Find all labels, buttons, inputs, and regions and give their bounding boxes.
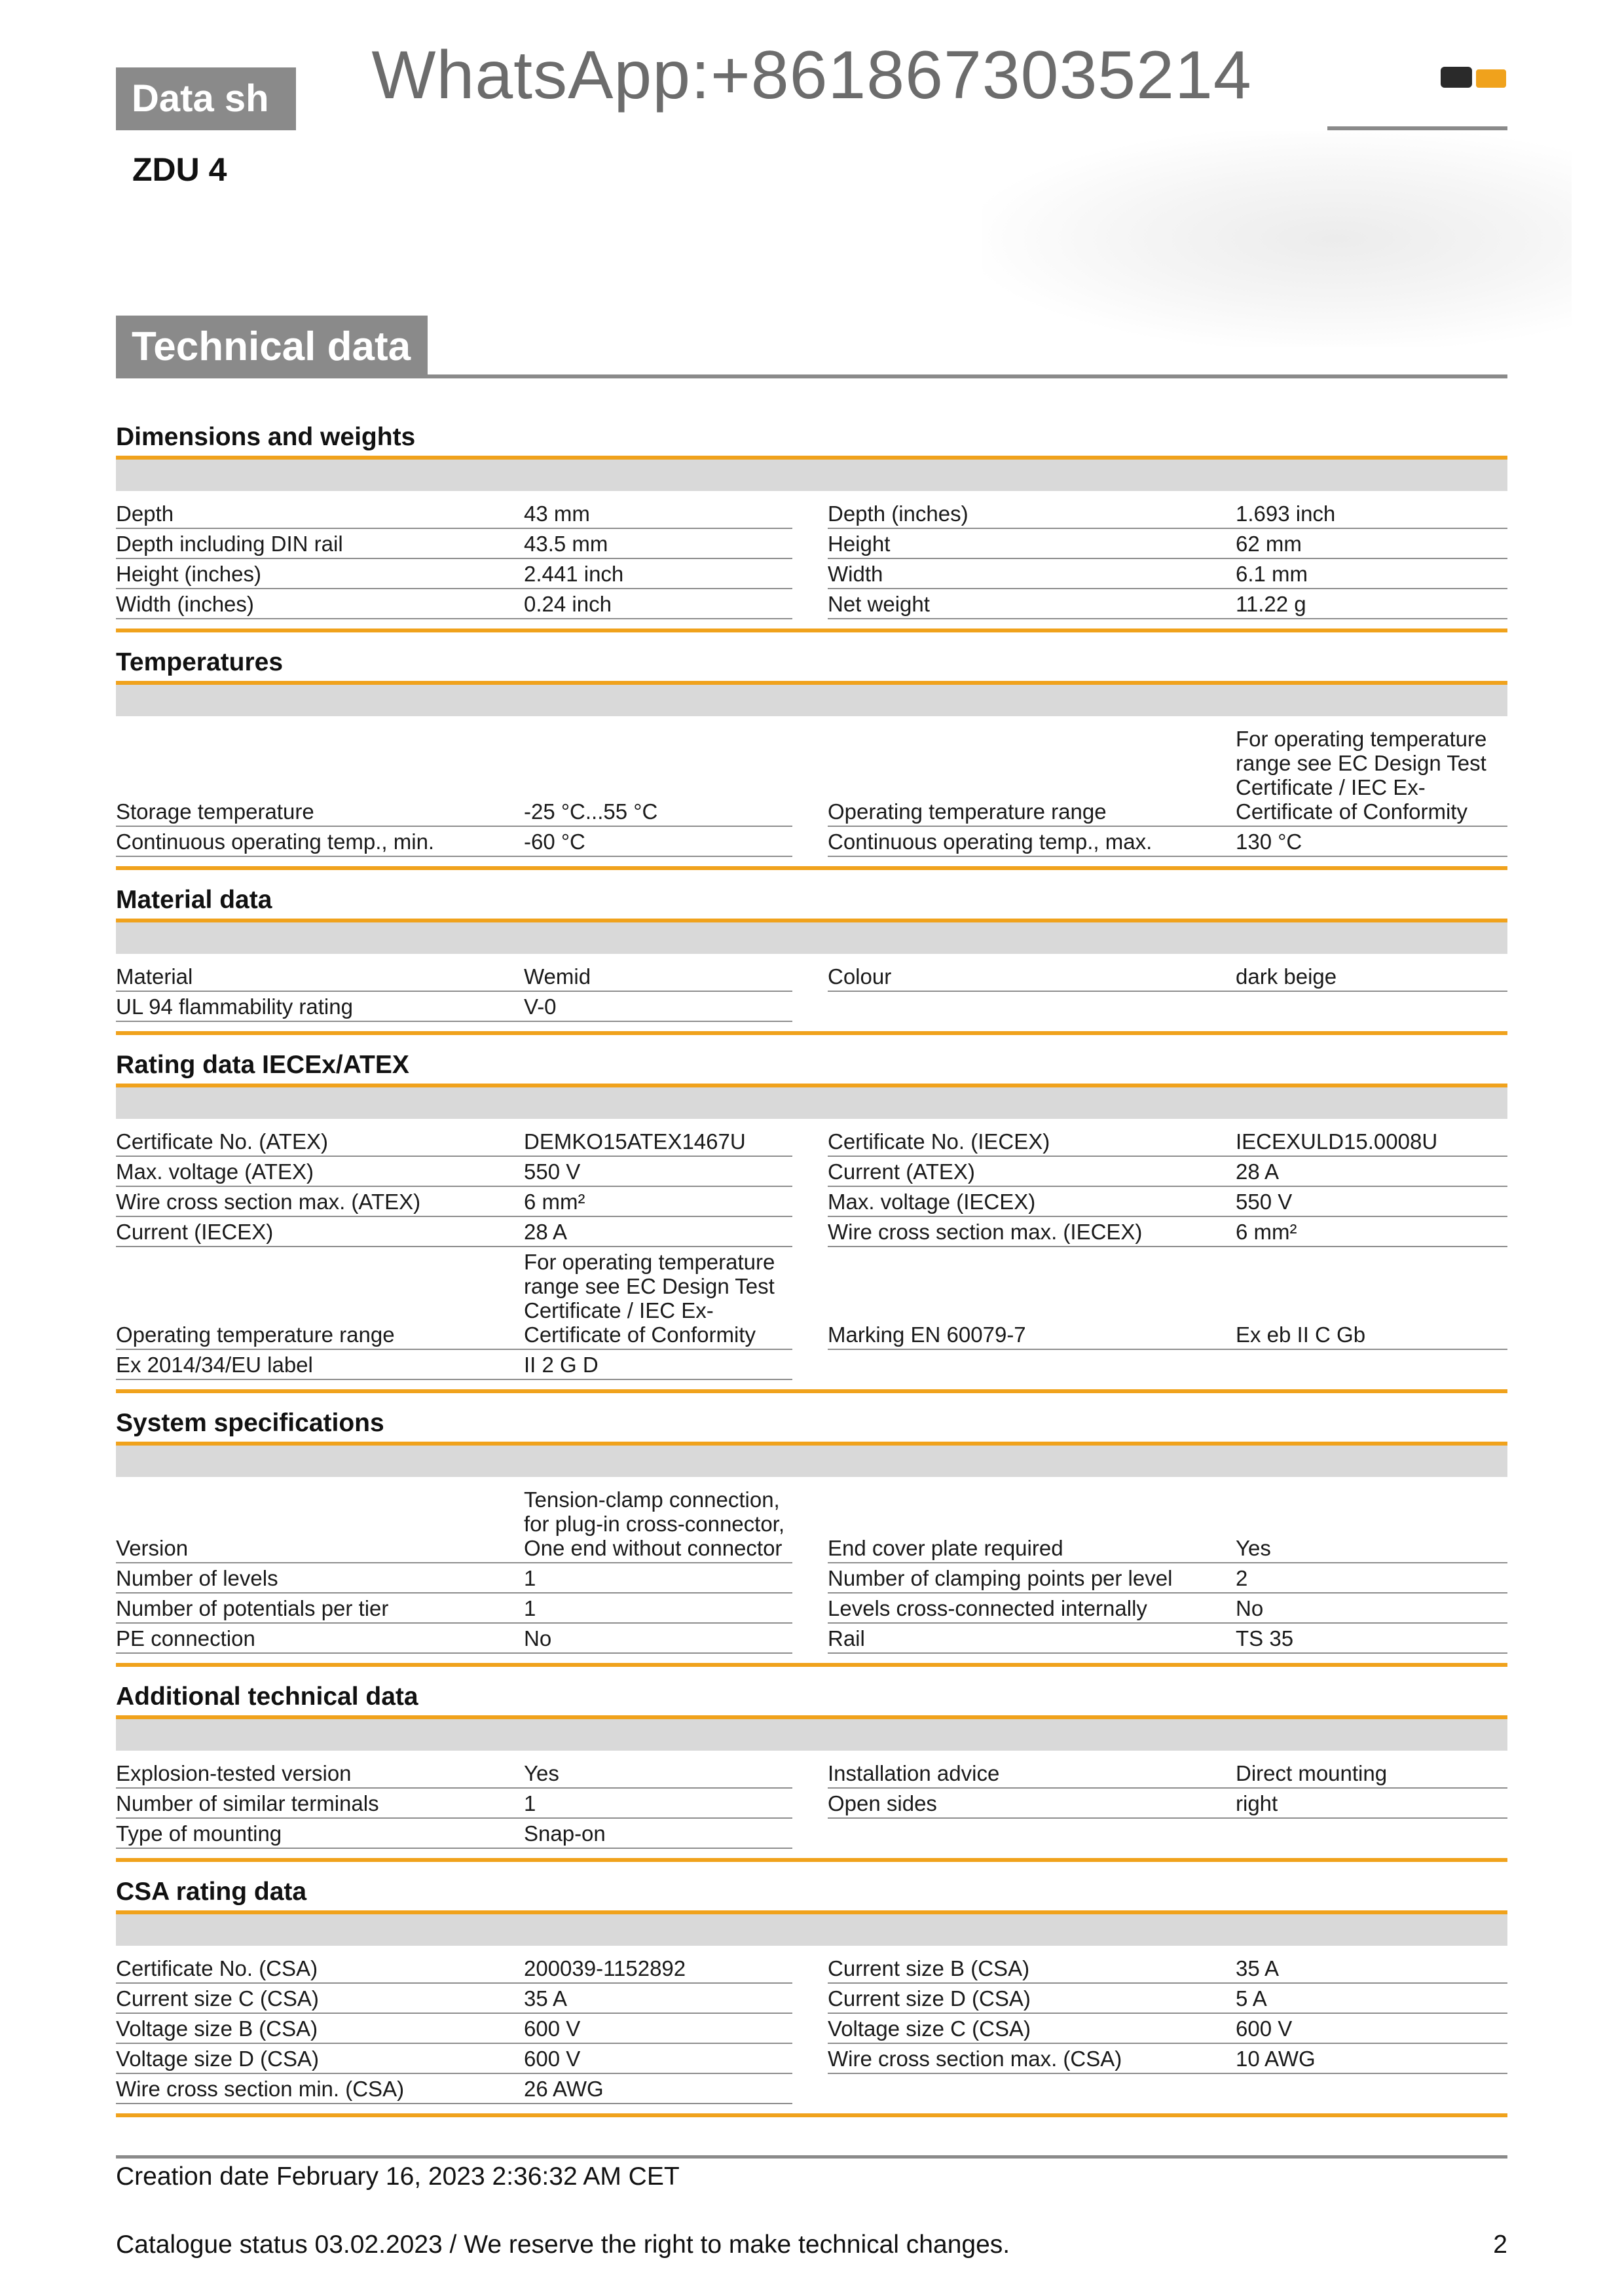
column-gap <box>792 1485 828 1563</box>
group-end-rule <box>116 1663 1507 1667</box>
row-label: Number of clamping points per level <box>828 1563 1236 1594</box>
column-gap <box>792 1758 828 1789</box>
row-value: right <box>1236 1789 1507 1819</box>
section-title: Technical data <box>116 316 428 378</box>
row-value: 2.441 inch <box>524 559 792 589</box>
table-row <box>116 1758 1507 1789</box>
table-row <box>116 962 1507 992</box>
row-label: Height (inches) <box>116 559 524 589</box>
row-value: Direct mounting <box>1236 1758 1507 1789</box>
row-label: Net weight <box>828 589 1236 619</box>
row-value: 6 mm² <box>524 1187 792 1217</box>
group-grey-band <box>116 1914 1507 1946</box>
row-value: DEMKO15ATEX1467U <box>524 1127 792 1157</box>
table-row <box>116 559 1507 589</box>
row-label: Open sides <box>828 1789 1236 1819</box>
row-label: End cover plate required <box>828 1485 1236 1563</box>
row-label <box>828 1819 1236 1849</box>
row-value: 1 <box>524 1563 792 1594</box>
row-label: Current size C (CSA) <box>116 1984 524 2014</box>
table-row <box>116 827 1507 857</box>
row-label <box>828 2074 1236 2104</box>
table-row <box>116 724 1507 827</box>
column-gap <box>792 1594 828 1624</box>
column-gap <box>792 1563 828 1594</box>
table-row <box>116 1563 1507 1594</box>
data-group <box>116 1679 1507 1862</box>
row-value: 10 AWG <box>1236 2044 1507 2074</box>
group-end-rule <box>116 629 1507 632</box>
row-label: Marking EN 60079-7 <box>828 1247 1236 1350</box>
row-label: Max. voltage (IECEX) <box>828 1187 1236 1217</box>
row-label: PE connection <box>116 1624 524 1654</box>
row-label <box>828 992 1236 1022</box>
row-value: 600 V <box>1236 2014 1507 2044</box>
row-label: Width <box>828 559 1236 589</box>
row-label: Voltage size B (CSA) <box>116 2014 524 2044</box>
column-gap <box>792 992 828 1022</box>
table-row <box>116 499 1507 529</box>
group-title: Dimensions and weights <box>116 423 416 451</box>
table-row <box>116 1485 1507 1563</box>
row-value: 200039-1152892 <box>524 1954 792 1984</box>
group-title: CSA rating data <box>116 1878 307 1906</box>
data-group <box>116 644 1507 870</box>
group-end-rule <box>116 1858 1507 1862</box>
row-label: Wire cross section max. (ATEX) <box>116 1187 524 1217</box>
group-grey-band <box>116 1087 1507 1119</box>
table-row <box>116 1217 1507 1247</box>
column-gap <box>792 827 828 857</box>
group-grey-band <box>116 685 1507 716</box>
row-label: Voltage size C (CSA) <box>828 2014 1236 2044</box>
group-grey-band <box>116 460 1507 491</box>
row-value <box>1236 2074 1507 2104</box>
table-row <box>116 1350 1507 1380</box>
table-row <box>116 1127 1507 1157</box>
data-group <box>116 1047 1507 1393</box>
row-value: 6 mm² <box>1236 1217 1507 1247</box>
column-gap <box>792 1247 828 1350</box>
row-label: Type of mounting <box>116 1819 524 1849</box>
technical-data-content <box>116 419 1507 2129</box>
row-label: Wire cross section min. (CSA) <box>116 2074 524 2104</box>
table-row <box>116 1789 1507 1819</box>
row-value: For operating temperature range see EC Design Test Certificate / IEC Ex-Certificate of Conformity <box>524 1247 792 1350</box>
table-row <box>116 1954 1507 1984</box>
row-label: UL 94 flammability rating <box>116 992 524 1022</box>
row-value: 35 A <box>524 1984 792 2014</box>
logo-amber-block <box>1476 69 1506 88</box>
column-gap <box>792 529 828 559</box>
row-value: 600 V <box>524 2014 792 2044</box>
group-title: Rating data IECEx/ATEX <box>116 1051 409 1079</box>
row-value: -25 °C...55 °C <box>524 724 792 827</box>
row-label: Certificate No. (IECEX) <box>828 1127 1236 1157</box>
row-value: 43.5 mm <box>524 529 792 559</box>
row-value: 2 <box>1236 1563 1507 1594</box>
table-row <box>116 2074 1507 2104</box>
row-label: Continuous operating temp., max. <box>828 827 1236 857</box>
column-gap <box>792 2074 828 2104</box>
row-label: Explosion-tested version <box>116 1758 524 1789</box>
row-label: Width (inches) <box>116 589 524 619</box>
row-value: 1 <box>524 1789 792 1819</box>
row-label: Colour <box>828 962 1236 992</box>
table-row <box>116 1984 1507 2014</box>
data-group <box>116 419 1507 632</box>
group-end-rule <box>116 1389 1507 1393</box>
column-gap <box>792 1217 828 1247</box>
creation-date: Creation date February 16, 2023 2:36:32 AM CET <box>116 2162 680 2191</box>
row-value: Yes <box>1236 1485 1507 1563</box>
row-label: Current (IECEX) <box>116 1217 524 1247</box>
row-value: V-0 <box>524 992 792 1022</box>
row-value: 550 V <box>524 1157 792 1187</box>
column-gap <box>792 1789 828 1819</box>
row-label: Depth (inches) <box>828 499 1236 529</box>
row-value: Yes <box>524 1758 792 1789</box>
column-gap <box>792 1187 828 1217</box>
column-gap <box>792 1157 828 1187</box>
row-label <box>828 1350 1236 1380</box>
row-label: Operating temperature range <box>116 1247 524 1350</box>
group-end-rule <box>116 866 1507 870</box>
product-image-area <box>982 131 1572 347</box>
column-gap <box>792 962 828 992</box>
watermark-contact: WhatsApp:+8618673035214 <box>296 0 1327 151</box>
row-value: 43 mm <box>524 499 792 529</box>
data-group <box>116 882 1507 1035</box>
group-title: Material data <box>116 886 272 914</box>
row-value: 35 A <box>1236 1954 1507 1984</box>
row-label: Certificate No. (ATEX) <box>116 1127 524 1157</box>
row-value <box>1236 992 1507 1022</box>
column-gap <box>792 2014 828 2044</box>
table-row <box>116 1247 1507 1350</box>
page-number: 2 <box>1493 2231 1507 2259</box>
logo-dark-block <box>1441 67 1472 88</box>
row-value: 130 °C <box>1236 827 1507 857</box>
column-gap <box>792 499 828 529</box>
column-gap <box>792 1624 828 1654</box>
row-value: II 2 G D <box>524 1350 792 1380</box>
row-label: Ex 2014/34/EU label <box>116 1350 524 1380</box>
column-gap <box>792 589 828 619</box>
column-gap <box>792 1819 828 1849</box>
row-value: No <box>1236 1594 1507 1624</box>
row-value: 1.693 inch <box>1236 499 1507 529</box>
row-value: 11.22 g <box>1236 589 1507 619</box>
row-label: Version <box>116 1485 524 1563</box>
row-label: Voltage size D (CSA) <box>116 2044 524 2074</box>
row-label: Max. voltage (ATEX) <box>116 1157 524 1187</box>
group-end-rule <box>116 1031 1507 1035</box>
table-row <box>116 1819 1507 1849</box>
row-label: Continuous operating temp., min. <box>116 827 524 857</box>
row-label: Wire cross section max. (CSA) <box>828 2044 1236 2074</box>
section-title-rule <box>116 374 1507 378</box>
brand-logo-icon <box>1441 64 1506 90</box>
column-gap <box>792 724 828 827</box>
row-value <box>1236 1819 1507 1849</box>
row-value: 28 A <box>1236 1157 1507 1187</box>
group-grey-band <box>116 1446 1507 1477</box>
row-value: Wemid <box>524 962 792 992</box>
row-label: Levels cross-connected internally <box>828 1594 1236 1624</box>
footer-rule <box>116 2155 1507 2159</box>
row-label: Number of similar terminals <box>116 1789 524 1819</box>
group-title: System specifications <box>116 1409 384 1437</box>
row-value: 28 A <box>524 1217 792 1247</box>
table-row <box>116 1624 1507 1654</box>
table-row <box>116 1157 1507 1187</box>
row-value: 1 <box>524 1594 792 1624</box>
row-value: IECEXULD15.0008U <box>1236 1127 1507 1157</box>
row-value <box>1236 1350 1507 1380</box>
table-row <box>116 529 1507 559</box>
table-row <box>116 1594 1507 1624</box>
table-row <box>116 2014 1507 2044</box>
row-label: Current size D (CSA) <box>828 1984 1236 2014</box>
catalogue-status: Catalogue status 03.02.2023 / We reserve the right to make technical changes. <box>116 2231 1010 2259</box>
row-value: Snap-on <box>524 1819 792 1849</box>
datasheet-header-label: Data sh <box>116 67 296 130</box>
column-gap <box>792 559 828 589</box>
row-label: Material <box>116 962 524 992</box>
row-value: No <box>524 1624 792 1654</box>
row-label: Certificate No. (CSA) <box>116 1954 524 1984</box>
row-value: TS 35 <box>1236 1624 1507 1654</box>
row-label: Wire cross section max. (IECEX) <box>828 1217 1236 1247</box>
row-label: Depth <box>116 499 524 529</box>
data-group <box>116 1405 1507 1667</box>
column-gap <box>792 2044 828 2074</box>
column-gap <box>792 1984 828 2014</box>
column-gap <box>792 1127 828 1157</box>
group-grey-band <box>116 922 1507 954</box>
table-row <box>116 589 1507 619</box>
row-value: 6.1 mm <box>1236 559 1507 589</box>
row-value: Ex eb II C Gb <box>1236 1247 1507 1350</box>
row-value: 0.24 inch <box>524 589 792 619</box>
row-value: -60 °C <box>524 827 792 857</box>
row-label: Current size B (CSA) <box>828 1954 1236 1984</box>
product-name: ZDU 4 <box>132 151 227 188</box>
group-grey-band <box>116 1719 1507 1751</box>
row-label: Height <box>828 529 1236 559</box>
data-group <box>116 1874 1507 2117</box>
table-row <box>116 992 1507 1022</box>
row-label: Number of levels <box>116 1563 524 1594</box>
group-title: Temperatures <box>116 648 284 676</box>
row-label: Operating temperature range <box>828 724 1236 827</box>
row-value: Tension-clamp connection, for plug-in cross-connector, One end without connector <box>524 1485 792 1563</box>
row-label: Depth including DIN rail <box>116 529 524 559</box>
row-label: Number of potentials per tier <box>116 1594 524 1624</box>
group-end-rule <box>116 2113 1507 2117</box>
row-value: 550 V <box>1236 1187 1507 1217</box>
row-value: 62 mm <box>1236 529 1507 559</box>
row-label: Current (ATEX) <box>828 1157 1236 1187</box>
row-label: Storage temperature <box>116 724 524 827</box>
group-title: Additional technical data <box>116 1683 418 1711</box>
table-row <box>116 2044 1507 2074</box>
row-label: Rail <box>828 1624 1236 1654</box>
row-value: 600 V <box>524 2044 792 2074</box>
row-value: For operating temperature range see EC Design Test Certificate / IEC Ex-Certificate of Conformity <box>1236 724 1507 827</box>
row-value: 5 A <box>1236 1984 1507 2014</box>
column-gap <box>792 1350 828 1380</box>
row-label: Installation advice <box>828 1758 1236 1789</box>
row-value: 26 AWG <box>524 2074 792 2104</box>
row-value: dark beige <box>1236 962 1507 992</box>
column-gap <box>792 1954 828 1984</box>
table-row <box>116 1187 1507 1217</box>
